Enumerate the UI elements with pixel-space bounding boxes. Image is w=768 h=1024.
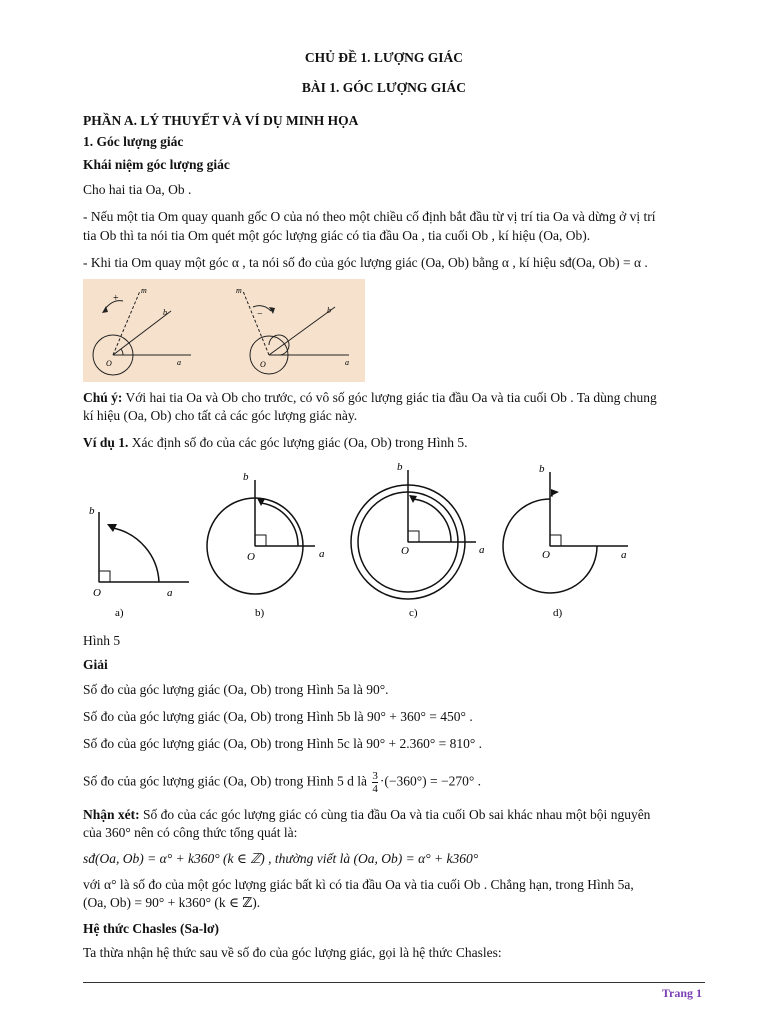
solution-line-3: Số đo của góc lượng giác (Oa, Ob) trong Hình 5c là 90° + 2.360° = 810° . bbox=[83, 736, 483, 751]
caption-b: b) bbox=[255, 607, 265, 619]
label-b: b bbox=[163, 308, 167, 317]
label-b: b bbox=[327, 306, 331, 315]
label-b: b bbox=[397, 461, 403, 473]
rotation-figure bbox=[83, 279, 365, 382]
label-a: a bbox=[345, 358, 349, 367]
label-o: O bbox=[106, 359, 112, 368]
label-m: m bbox=[141, 286, 147, 295]
label-b: b bbox=[243, 471, 249, 483]
remark-line-1: Nhận xét: Số đo của các góc lượng giác có cùng tia đầu Oa và tia cuối Ob sai khác nhau một bội nguyên bbox=[83, 807, 651, 822]
fraction: $\frac{3}{4}$ bbox=[372, 770, 378, 795]
label-o: O bbox=[401, 545, 409, 557]
remark-line-4: (Oa, Ob) = 90° + k360° (k ∈ ℤ). bbox=[83, 895, 261, 910]
figure-5 bbox=[83, 456, 635, 626]
label-a: a bbox=[319, 548, 325, 560]
solution-line-4: Số đo của góc lượng giác (Oa, Ob) trong Hình 5 d là $\frac{3}{4}$ ·(−360°) = −270° . bbox=[83, 770, 482, 795]
label-a: a bbox=[177, 358, 181, 367]
label-o: O bbox=[93, 587, 101, 599]
footer-rule bbox=[83, 982, 705, 983]
plus-sign: + bbox=[113, 293, 119, 304]
part-heading: PHẦN A. LÝ THUYẾT VÀ VÍ DỤ MINH HỌA bbox=[83, 113, 359, 128]
label-m: m bbox=[236, 286, 242, 295]
label-a: a bbox=[167, 587, 173, 599]
label-b: b bbox=[539, 463, 545, 475]
text-line-2: - Nếu một tia Om quay quanh gốc O của nó theo một chiều cố định bắt đầu từ vị trí tia Oa và dừng ở vị trí bbox=[83, 209, 656, 224]
chasles-line-1: Ta thừa nhận hệ thức sau về số đo của góc lượng giác, gọi là hệ thức Chasles: bbox=[83, 945, 502, 960]
rotation-figure-background bbox=[83, 279, 365, 382]
figure-caption: Hình 5 bbox=[83, 633, 121, 648]
minus-sign: − bbox=[257, 309, 263, 320]
page-number: Trang 1 bbox=[661, 986, 702, 1000]
caption-c: c) bbox=[409, 607, 418, 619]
note-line-1: Chú ý: Với hai tia Oa và Ob cho trước, có vô số góc lượng giác tia đầu Oa và tia cuối Ob . Ta dùng chung bbox=[83, 390, 657, 405]
chasles-heading: Hệ thức Chasles (Sa-lơ) bbox=[83, 921, 219, 936]
text-line-4: - Khi tia Om quay một góc α , ta nói số đo của góc lượng giác (Oa, Ob) bằng α , kí hiệu sđ(Oa, Ob) = α . bbox=[83, 255, 648, 270]
label-a: a bbox=[479, 544, 485, 556]
note-line-2: kí hiệu (Oa, Ob) cho tất cả các góc lượng giác này. bbox=[83, 408, 358, 423]
example-line: Ví dụ 1. Xác định số đo của các góc lượng giác (Oa, Ob) trong Hình 5. bbox=[83, 435, 468, 450]
solution-line-1: Số đo của góc lượng giác (Oa, Ob) trong Hình 5a là 90°. bbox=[83, 682, 389, 697]
label-a: a bbox=[621, 549, 627, 561]
solution-line-2: Số đo của góc lượng giác (Oa, Ob) trong Hình 5b là 90° + 360° = 450° . bbox=[83, 709, 473, 724]
label-o: O bbox=[542, 549, 550, 561]
caption-a: a) bbox=[115, 607, 124, 619]
label-o: O bbox=[260, 360, 266, 369]
solution-label: Giải bbox=[83, 657, 108, 672]
section-heading: 1. Góc lượng giác bbox=[83, 134, 184, 149]
remark-line-2: của 360° nên có công thức tổng quát là: bbox=[83, 825, 298, 840]
lesson-title: BÀI 1. GÓC LƯỢNG GIÁC bbox=[301, 80, 467, 95]
document-title: CHỦ ĐỀ 1. LƯỢNG GIÁC bbox=[304, 50, 464, 65]
label-o: O bbox=[247, 551, 255, 563]
general-formula: sđ(Oa, Ob) = α° + k360° (k ∈ ℤ) , thường viết là (Oa, Ob) = α° + k360° bbox=[83, 851, 479, 866]
concept-heading: Khái niệm góc lượng giác bbox=[83, 157, 230, 172]
remark-line-3: với α° là số đo của một góc lượng giác bất kì có tia đầu Oa và tia cuối Ob . Chẳng hạn, trong Hình 5a, bbox=[83, 877, 634, 892]
caption-d: d) bbox=[553, 607, 563, 619]
text-line-1: Cho hai tia Oa, Ob . bbox=[83, 182, 192, 197]
text-line-3: tia Ob thì ta nói tia Om quét một góc lượng giác có tia đầu Oa , tia cuối Ob , kí hiệu (Oa, Ob). bbox=[83, 228, 591, 243]
label-b: b bbox=[89, 505, 95, 517]
